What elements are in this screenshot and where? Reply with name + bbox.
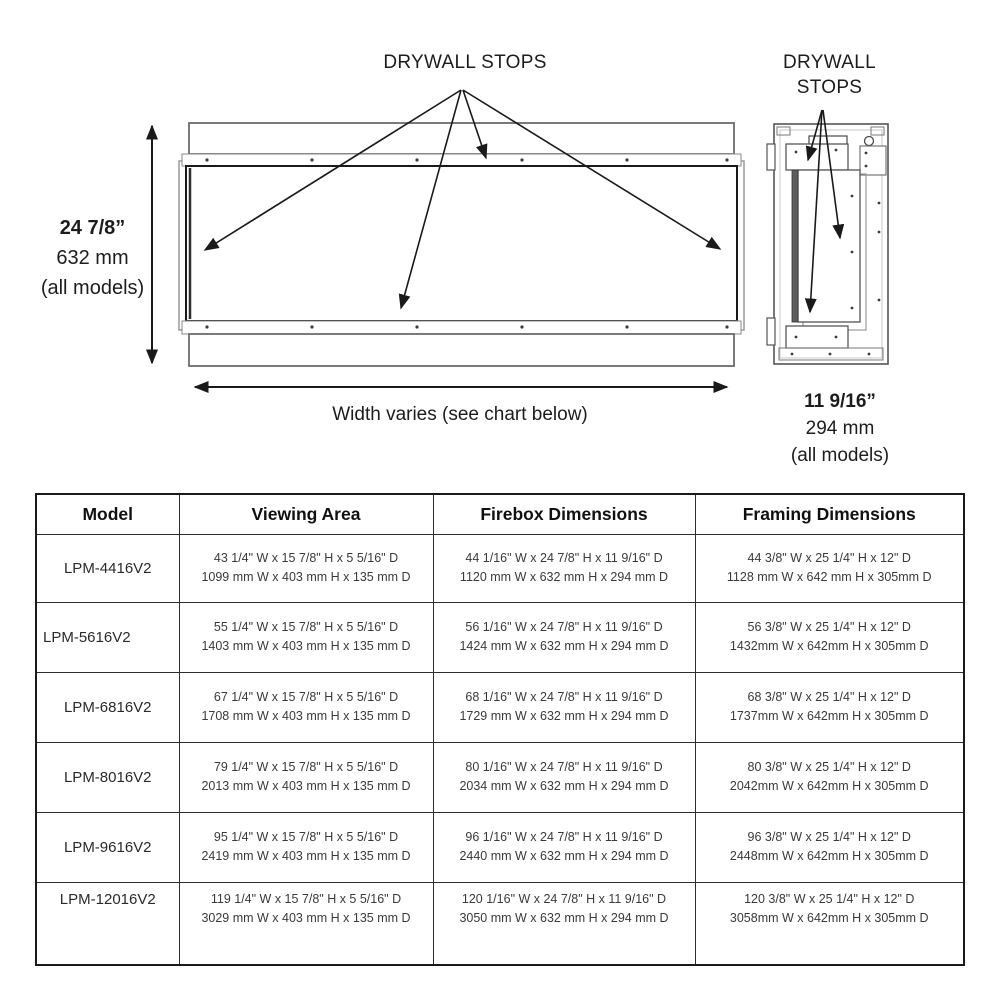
model-cell: LPM-4416V2	[36, 534, 179, 602]
firebox-dimensions-cell	[433, 534, 695, 602]
table-header-row	[36, 494, 964, 534]
header-firebox-dimensions: Firebox Dimensions	[433, 494, 695, 534]
height-dimension-label	[10, 213, 175, 303]
firebox-imperial: 120 1/16" W x 24 7/8" H x 11 9/16" D	[461, 891, 667, 906]
depth-dimension-label	[755, 388, 925, 469]
firebox-imperial: 44 1/16" W x 24 7/8" H x 11 9/16" D	[465, 551, 663, 565]
model-cell: LPM-6816V2	[36, 672, 179, 742]
header-model: Model	[36, 494, 179, 534]
header-viewing-area: Viewing Area	[179, 494, 433, 534]
framing-metric: 2042mm W x 642mm H x 305mm D	[729, 779, 929, 793]
side-drywall-line1: DRYWALL	[783, 52, 876, 73]
depth-note: (all models)	[790, 445, 890, 466]
side-drywall-stops-label	[762, 50, 897, 100]
firebox-imperial: 96 1/16" W x 24 7/8" H x 11 9/16" D	[465, 830, 663, 844]
side-view-drawing	[767, 124, 888, 364]
firebox-imperial: 80 1/16" W x 24 7/8" H x 11 9/16" D	[465, 760, 663, 774]
framing-imperial: 68 3/8" W x 25 1/4" H x 12" D	[747, 690, 911, 704]
height-metric: 632 mm	[56, 247, 129, 269]
width-varies-label: Width varies (see chart below)	[332, 404, 588, 425]
framing-imperial: 80 3/8" W x 25 1/4" H x 12" D	[747, 760, 911, 774]
depth-metric: 294 mm	[805, 418, 875, 439]
framing-imperial: 56 3/8" W x 25 1/4" H x 12" D	[747, 620, 911, 634]
framing-imperial: 44 3/8" W x 25 1/4" H x 12" D	[747, 551, 911, 565]
viewing-area-cell	[179, 672, 433, 742]
framing-metric: 1432mm W x 642mm H x 305mm D	[729, 639, 929, 653]
firebox-dimensions-cell	[433, 602, 695, 672]
header-framing-dimensions: Framing Dimensions	[695, 494, 964, 534]
framing-metric: 1128 mm W x 642 mm H x 305mm D	[726, 570, 932, 584]
framing-metric: 2448mm W x 642mm H x 305mm D	[729, 849, 929, 863]
firebox-imperial: 56 1/16" W x 24 7/8" H x 11 9/16" D	[465, 620, 663, 634]
table-row	[36, 672, 964, 742]
spec-table	[35, 493, 965, 966]
table-row	[36, 742, 964, 812]
front-view-drawing	[179, 123, 744, 366]
firebox-dimensions-cell	[433, 882, 695, 965]
viewing-imperial: 67 1/4" W x 15 7/8" H x 5 5/16" D	[213, 690, 399, 704]
front-drywall-stops-label: DRYWALL STOPS	[383, 52, 547, 73]
viewing-metric: 1403 mm W x 403 mm H x 135 mm D	[201, 639, 411, 653]
side-drywall-line2: STOPS	[796, 77, 863, 98]
model-cell: LPM-8016V2	[36, 742, 179, 812]
framing-dimensions-cell	[695, 812, 964, 882]
firebox-metric: 1729 mm W x 632 mm H x 294 mm D	[459, 709, 669, 723]
height-imperial: 24 7/8”	[59, 217, 126, 239]
viewing-imperial: 119 1/4" W x 15 7/8" H x 5 5/16" D	[210, 891, 402, 906]
table-row	[36, 812, 964, 882]
framing-dimensions-cell	[695, 534, 964, 602]
viewing-area-cell	[179, 602, 433, 672]
framing-dimensions-cell	[695, 882, 964, 965]
table-row	[36, 602, 964, 672]
firebox-dimensions-cell	[433, 742, 695, 812]
firebox-metric: 3050 mm W x 632 mm H x 294 mm D	[459, 910, 669, 925]
firebox-metric: 1424 mm W x 632 mm H x 294 mm D	[459, 639, 669, 653]
table-row	[36, 534, 964, 602]
viewing-imperial: 79 1/4" W x 15 7/8" H x 5 5/16" D	[213, 760, 399, 774]
table-row	[36, 882, 964, 965]
framing-metric: 3058mm W x 642mm H x 305mm D	[729, 910, 929, 925]
model-cell: LPM-5616V2	[36, 602, 179, 672]
framing-imperial: 120 3/8" W x 25 1/4" H x 12" D	[744, 891, 915, 906]
firebox-metric: 2034 mm W x 632 mm H x 294 mm D	[459, 779, 669, 793]
firebox-dimensions-cell	[433, 672, 695, 742]
viewing-imperial: 43 1/4" W x 15 7/8" H x 5 5/16" D	[213, 551, 399, 565]
viewing-metric: 1708 mm W x 403 mm H x 135 mm D	[201, 709, 411, 723]
viewing-area-cell	[179, 534, 433, 602]
viewing-metric: 2013 mm W x 403 mm H x 135 mm D	[201, 779, 411, 793]
viewing-area-cell	[179, 742, 433, 812]
firebox-dimensions-cell	[433, 812, 695, 882]
viewing-area-cell	[179, 882, 433, 965]
framing-metric: 1737mm W x 642mm H x 305mm D	[729, 709, 929, 723]
viewing-metric: 2419 mm W x 403 mm H x 135 mm D	[201, 849, 411, 863]
framing-dimensions-cell	[695, 742, 964, 812]
viewing-imperial: 95 1/4" W x 15 7/8" H x 5 5/16" D	[213, 830, 399, 844]
firebox-imperial: 68 1/16" W x 24 7/8" H x 11 9/16" D	[465, 690, 663, 704]
firebox-metric: 1120 mm W x 632 mm H x 294 mm D	[459, 570, 669, 584]
framing-imperial: 96 3/8" W x 25 1/4" H x 12" D	[747, 830, 911, 844]
height-note: (all models)	[40, 277, 145, 299]
depth-imperial: 11 9/16”	[804, 391, 876, 412]
viewing-metric: 1099 mm W x 403 mm H x 135 mm D	[201, 570, 411, 584]
viewing-area-cell	[179, 812, 433, 882]
framing-dimensions-cell	[695, 672, 964, 742]
framing-dimensions-cell	[695, 602, 964, 672]
model-cell: LPM-12016V2	[36, 882, 179, 965]
viewing-imperial: 55 1/4" W x 15 7/8" H x 5 5/16" D	[213, 620, 399, 634]
model-cell: LPM-9616V2	[36, 812, 179, 882]
firebox-metric: 2440 mm W x 632 mm H x 294 mm D	[459, 849, 669, 863]
viewing-metric: 3029 mm W x 403 mm H x 135 mm D	[201, 910, 411, 925]
